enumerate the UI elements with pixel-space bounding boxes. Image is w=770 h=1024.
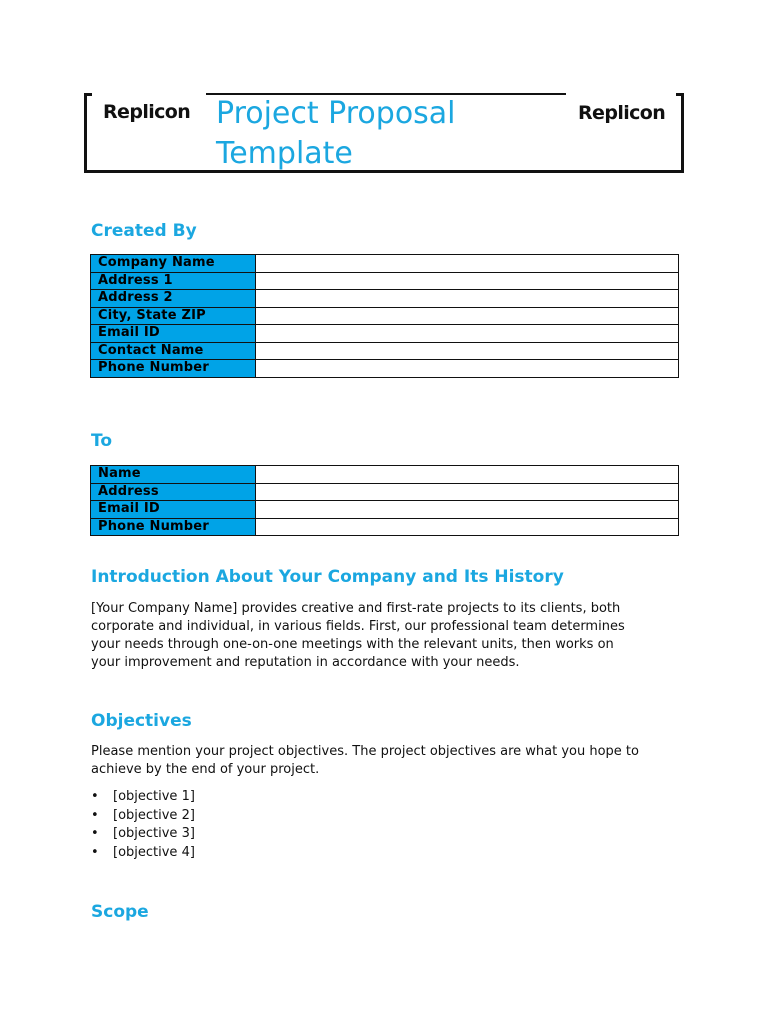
objectives-line: achieve by the end of your project. [91, 762, 320, 777]
table-row [91, 255, 679, 273]
table-row [91, 518, 679, 536]
field-label: City, State ZIP [91, 307, 256, 325]
objectives-line: Please mention your project objectives. The project objectives are what you hope to [91, 744, 639, 759]
objective-text: [objective 1] [113, 789, 195, 804]
bullet-icon: • [91, 807, 99, 823]
table-row [91, 483, 679, 501]
created-by-heading: Created By [91, 221, 197, 241]
to-email-id-field[interactable] [256, 501, 679, 519]
list-item [91, 844, 195, 863]
created-by-table [90, 254, 679, 378]
objectives-paragraph [91, 743, 691, 779]
table-row [91, 325, 679, 343]
bullet-icon: • [91, 789, 99, 804]
list-item [91, 807, 195, 826]
table-row [91, 290, 679, 308]
field-label: Phone Number [91, 360, 256, 378]
document-title-line-2: Template [216, 136, 353, 171]
introduction-line: your improvement and reputation in accordance with your needs. [91, 655, 520, 670]
table-row [91, 466, 679, 484]
introduction-heading: Introduction About Your Company and Its History [91, 567, 564, 587]
city-state-zip-field[interactable] [256, 307, 679, 325]
field-label: Address 2 [91, 290, 256, 308]
document-title [216, 94, 556, 174]
list-item [91, 825, 195, 844]
field-label: Company Name [91, 255, 256, 273]
email-id-field[interactable] [256, 325, 679, 343]
header-frame-corner [84, 93, 92, 96]
to-phone-number-field[interactable] [256, 518, 679, 536]
to-address-field[interactable] [256, 483, 679, 501]
bullet-icon: • [91, 844, 99, 860]
field-label: Contact Name [91, 342, 256, 360]
field-label: Email ID [91, 501, 256, 519]
company-name-field[interactable] [256, 255, 679, 273]
to-table [90, 465, 679, 536]
scope-heading: Scope [91, 902, 149, 922]
introduction-paragraph [91, 600, 691, 672]
field-label: Email ID [91, 325, 256, 343]
field-label: Phone Number [91, 518, 256, 536]
to-name-field[interactable] [256, 466, 679, 484]
objective-text: [objective 2] [113, 807, 195, 823]
phone-number-field[interactable] [256, 360, 679, 378]
address-1-field[interactable] [256, 272, 679, 290]
document-title-line-1: Project Proposal [216, 96, 456, 131]
introduction-line: your needs through one-on-one meetings with the relevant units, then works on [91, 637, 614, 652]
header-frame-corner [676, 93, 684, 96]
objective-text: [objective 4] [113, 844, 195, 860]
table-row [91, 342, 679, 360]
list-item [91, 788, 195, 807]
table-row [91, 360, 679, 378]
introduction-line: [Your Company Name] provides creative and first-rate projects to its clients, both [91, 601, 621, 616]
objectives-heading: Objectives [91, 711, 192, 731]
replicon-logo-left: Replicon [103, 101, 191, 123]
objectives-list [91, 788, 195, 862]
replicon-logo-right: Replicon [578, 102, 666, 124]
to-heading: To [91, 431, 113, 451]
objective-text: [objective 3] [113, 826, 195, 841]
field-label: Address [91, 483, 256, 501]
introduction-line: corporate and individual, in various fields. First, our professional team determines [91, 619, 625, 634]
field-label: Name [91, 466, 256, 484]
table-row [91, 272, 679, 290]
field-label: Address 1 [91, 272, 256, 290]
table-row [91, 307, 679, 325]
contact-name-field[interactable] [256, 342, 679, 360]
address-2-field[interactable] [256, 290, 679, 308]
table-row [91, 501, 679, 519]
bullet-icon: • [91, 826, 99, 841]
